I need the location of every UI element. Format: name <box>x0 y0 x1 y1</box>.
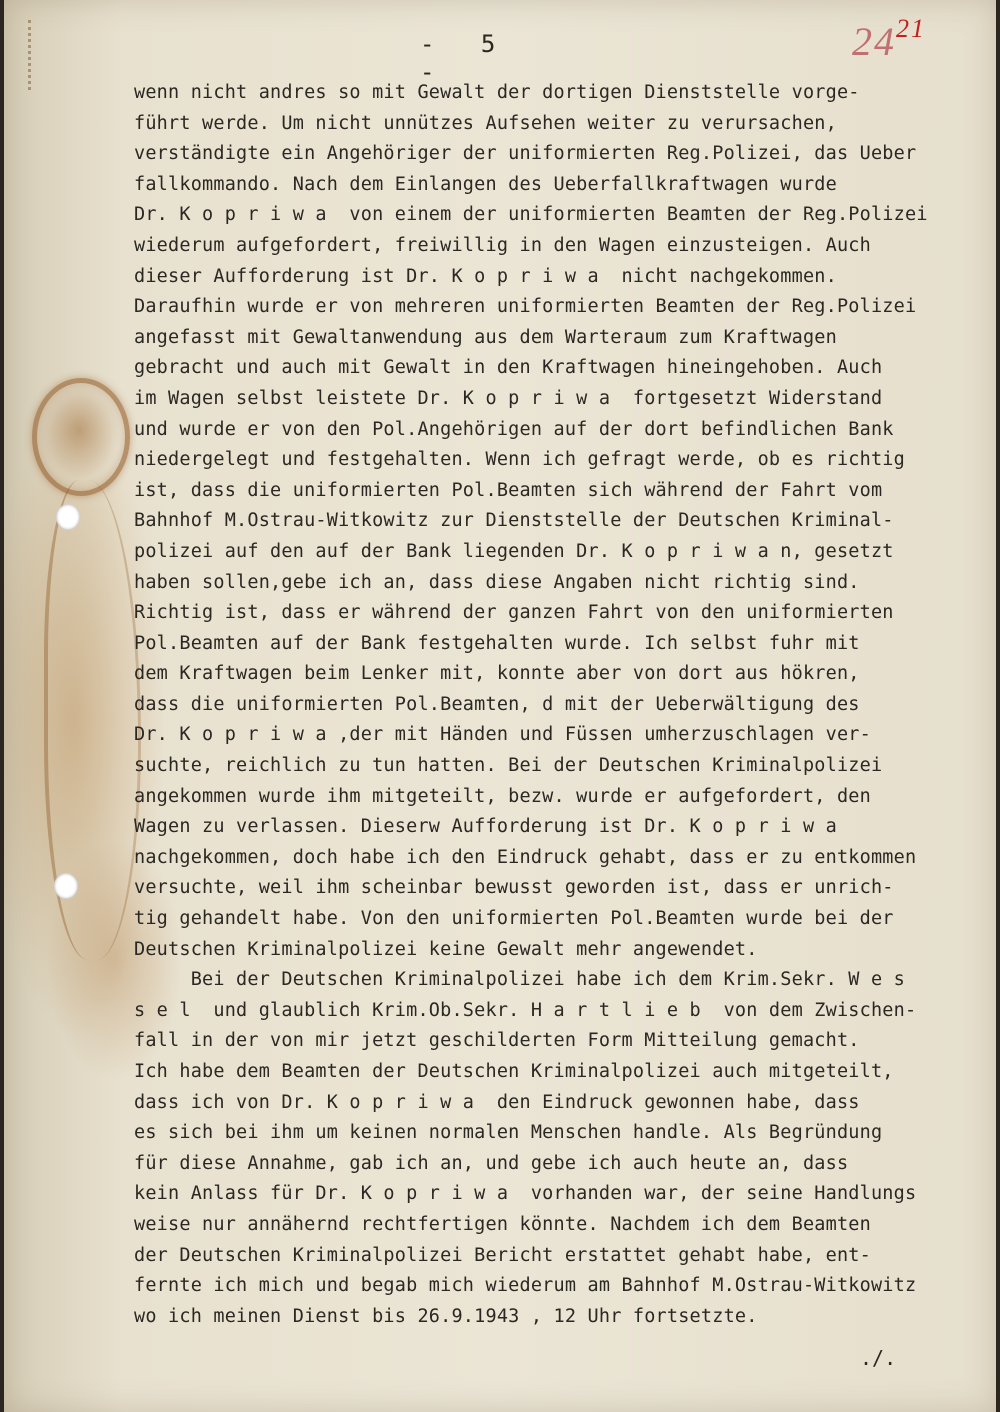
punch-hole-lower <box>54 873 78 899</box>
text-line: Daraufhin wurde er von mehreren uniformierten Beamten der Reg.Polizei <box>134 296 917 318</box>
text-line: wiederum aufgefordert, freiwillig in den Wagen einzusteigen. Auch <box>134 234 871 256</box>
folio-number-sup: 21 <box>896 14 926 43</box>
text-line: weise nur annähernd rechtfertigen könnte. Nachdem ich dem Beamten <box>134 1213 871 1235</box>
continuation-mark: ./. <box>860 1346 897 1370</box>
ink-mark <box>28 20 45 90</box>
text-line: fall in der von mir jetzt geschilderten Form Mitteilung gemacht. <box>134 1030 860 1052</box>
text-line: führt werde. Um nicht unnützes Aufsehen weiter zu verursachen, <box>134 112 837 134</box>
text-line: dieser Aufforderung ist Dr. K o p r i w a nicht nachgekommen. <box>134 265 837 287</box>
text-line: tig gehandelt habe. Von den uniformierten Pol.Beamten wurde bei der <box>134 908 894 930</box>
text-line: verständigte ein Angehöriger der uniformierten Reg.Polizei, das Ueber <box>134 143 917 165</box>
text-line: fallkommando. Nach dem Einlangen des Ueberfallkraftwagen wurde <box>134 173 837 195</box>
text-line: wenn nicht andres so mit Gewalt der dortigen Dienststelle vorge- <box>134 82 860 103</box>
text-line: fernte ich mich und begab mich wiederum am Bahnhof M.Ostrau-Witkowitz <box>134 1275 917 1297</box>
text-line: niedergelegt und festgehalten. Wenn ich gefragt werde, ob es richtig <box>134 449 905 471</box>
text-line: gebracht und auch mit Gewalt in den Kraftwagen hineingehoben. Auch <box>134 357 883 379</box>
text-line: im Wagen selbst leistete Dr. K o p r i w a fortgesetzt Widerstand <box>134 387 883 409</box>
page-number: - 5 - <box>420 30 512 86</box>
text-line: Deutschen Kriminalpolizei keine Gewalt mehr angewendet. <box>134 938 758 960</box>
text-line: ist, dass die uniformierten Pol.Beamten sich während der Fahrt vom <box>134 479 883 501</box>
text-line: dass ich von Dr. K o p r i w a den Eindruck gewonnen habe, dass <box>134 1091 860 1113</box>
text-line: versuchte, weil ihm scheinbar bewusst geworden ist, dass er unrich- <box>134 877 894 899</box>
text-line: dass die uniformierten Pol.Beamten, d mit der Ueberwältigung des <box>134 693 860 715</box>
text-line: es sich bei ihm um keinen normalen Menschen handle. Als Begründung <box>134 1122 883 1144</box>
text-line: polizei auf den auf der Bank liegenden Dr. K o p r i w a n, gesetzt <box>134 540 894 562</box>
text-line: Pol.Beamten auf der Bank festgehalten wurde. Ich selbst fuhr mit <box>134 632 860 654</box>
text-line: Ich habe dem Beamten der Deutschen Kriminalpolizei auch mitgeteilt, <box>134 1061 894 1082</box>
text-line: suchte, reichlich zu tun hatten. Bei der Deutschen Kriminalpolizei <box>134 755 883 777</box>
text-line: und wurde er von den Pol.Angehörigen auf der dort befindlichen Bank <box>134 418 894 440</box>
text-line: der Deutschen Kriminalpolizei Bericht erstattet gehabt habe, ent- <box>134 1244 871 1266</box>
text-line: für diese Annahme, gab ich an, und gebe ich auch heute an, dass <box>134 1152 849 1174</box>
text-line: s e l und glaublich Krim.Ob.Sekr. H a r t l i e b von dem Zwischen- <box>134 999 917 1021</box>
folio-number-main: 24 <box>852 19 896 64</box>
text-line: dem Kraftwagen beim Lenker mit, konnte aber von dort aus hökren, <box>134 663 860 685</box>
text-line: angefasst mit Gewaltanwendung aus dem Warteraum zum Kraftwagen <box>134 326 837 348</box>
text-line: Bei der Deutschen Kriminalpolizei habe ich dem Krim.Sekr. W e s <box>134 969 905 991</box>
text-line: Bahnhof M.Ostrau-Witkowitz zur Dienststelle der Deutschen Kriminal- <box>134 510 894 532</box>
folio-number <box>852 14 926 65</box>
text-line: kein Anlass für Dr. K o p r i w a vorhanden war, der seine Handlungs <box>134 1183 917 1205</box>
text-line: angekommen wurde ihm mitgeteilt, bezw. wurde er aufgefordert, den <box>134 785 871 807</box>
text-line: Wagen zu verlassen. Dieserw Aufforderung ist Dr. K o p r i w a <box>134 816 837 838</box>
water-stain-ring <box>32 378 130 496</box>
text-line: Richtig ist, dass er während der ganzen Fahrt von den uniformierten <box>134 602 894 624</box>
text-line: nachgekommen, doch habe ich den Eindruck gehabt, dass er zu entkommen <box>134 846 917 868</box>
text-line: wo ich meinen Dienst bis 26.9.1943 , 12 Uhr fortsetzte. <box>134 1305 758 1327</box>
typed-text-body <box>134 78 1000 1332</box>
text-line: Dr. K o p r i w a ,der mit Händen und Füssen umherzuschlagen ver- <box>134 724 871 746</box>
text-line: Dr. K o p r i w a von einem der uniformierten Beamten der Reg.Polizei <box>134 204 928 226</box>
punch-hole-upper <box>56 504 80 530</box>
document-page <box>4 0 996 1412</box>
text-line: haben sollen,gebe ich an, dass diese Angaben nicht richtig sind. <box>134 571 860 593</box>
